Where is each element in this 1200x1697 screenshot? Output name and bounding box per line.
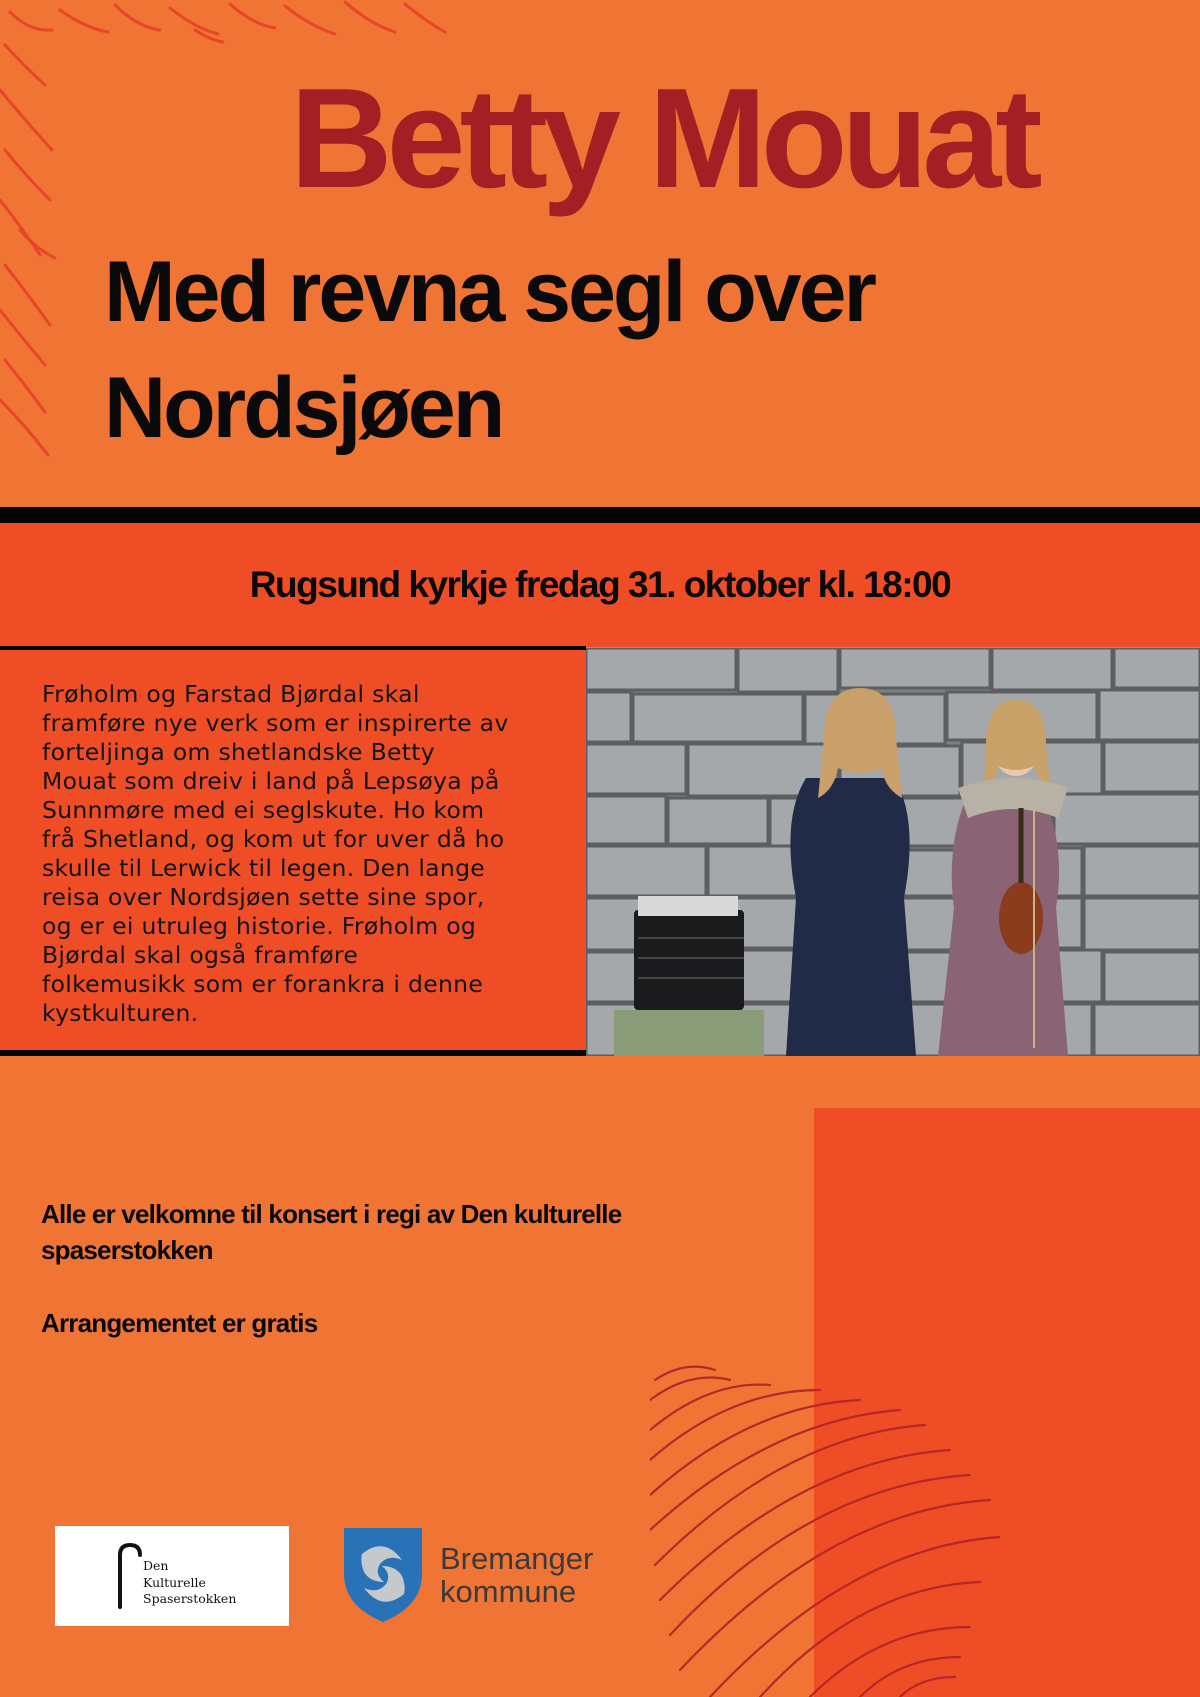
musicians-photo (586, 648, 1200, 1056)
logo-text-line: Kulturelle (143, 1574, 206, 1590)
bremanger-kommune-logo (440, 1542, 660, 1608)
description-line: Mouat som dreiv i land på Lepsøya på (42, 767, 500, 795)
description-line: folkemusikk som er forankra i denne (42, 970, 484, 998)
divider-bottom (0, 1050, 586, 1056)
logo-text-line: Spaserstokken (143, 1591, 237, 1606)
free-admission-note: Arrangementet er gratis (41, 1308, 318, 1338)
description-line: framføre nye verk som er inspirerte av (42, 709, 509, 737)
description-line: frå Shetland, og kom ut for uver då ho (42, 825, 505, 853)
description-line: Sunnmøre med ei seglskute. Ho kom (42, 796, 485, 824)
divider-top (0, 507, 1200, 523)
spaserstokken-logo-text (143, 1558, 283, 1608)
municipality-line-1: Bremanger (440, 1541, 594, 1576)
description-line: skulle til Lerwick til legen. Den lange (42, 854, 486, 882)
event-band (0, 523, 1200, 647)
description-line: Bjørdal skal også framføre (42, 941, 359, 969)
description-line: reisa over Nordsjøen sette sine spor, (42, 883, 485, 911)
decorative-hatch-bottom (650, 1360, 1000, 1697)
welcome-message (41, 1196, 781, 1268)
welcome-line-2: spaserstokken (41, 1235, 213, 1265)
welcome-line-1: Alle er velkomne til konsert i regi av Den kulturelle (41, 1199, 622, 1229)
bremanger-crest-icon (342, 1524, 424, 1624)
description-line: Frøholm og Farstad Bjørdal skal (42, 680, 420, 708)
logo-text-line: Den (143, 1558, 169, 1573)
description-line: og er ei utruleg historie. Frøholm og (42, 912, 477, 940)
description-line: kystkulturen. (42, 999, 199, 1027)
page-title: Betty Mouat (290, 59, 1037, 218)
event-details: Rugsund kyrkje fredag 31. oktober kl. 18:00 (249, 564, 951, 605)
concert-subtitle (104, 234, 1104, 466)
walking-cane-icon (112, 1543, 142, 1609)
concert-description (42, 680, 572, 1028)
description-line: forteljinga om shetlandske Betty (42, 738, 436, 766)
subtitle-line-1: Med revna segl over (104, 244, 874, 340)
subtitle-line-2: Nordsjøen (104, 360, 503, 456)
municipality-line-2: kommune (440, 1574, 577, 1609)
